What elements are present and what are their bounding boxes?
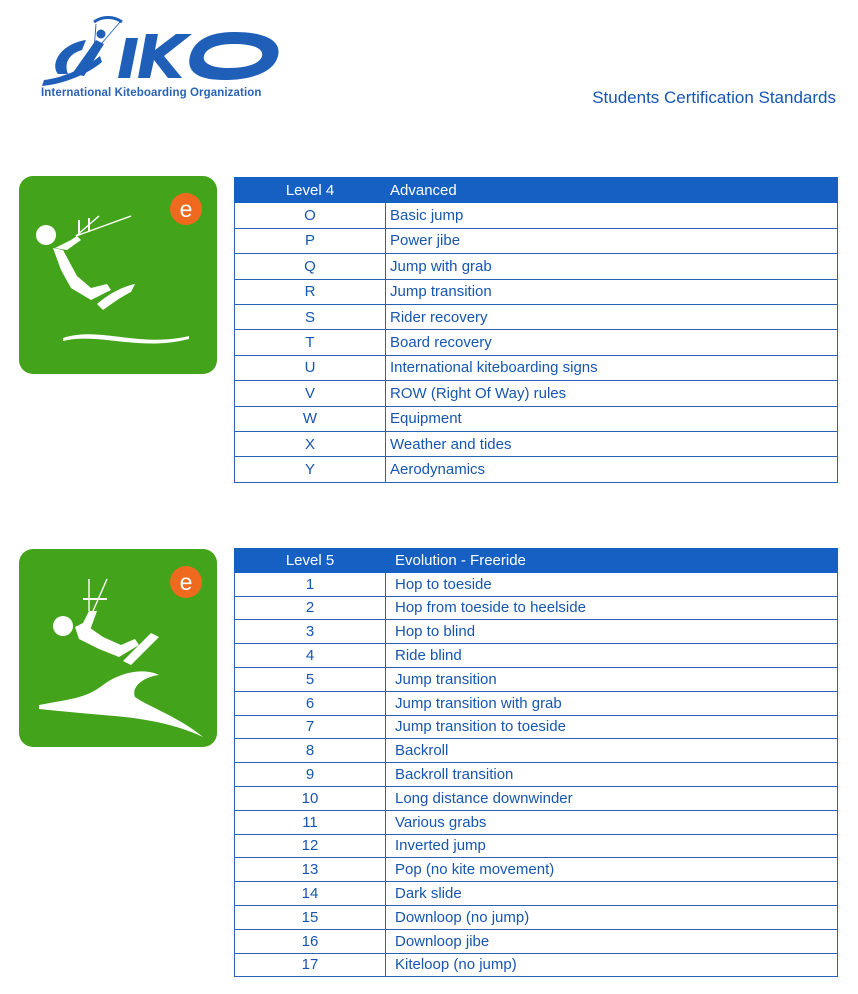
skill-name: Rider recovery <box>386 304 838 329</box>
skill-name: Backroll transition <box>386 763 838 787</box>
kiteboarder-jump-icon <box>19 176 217 374</box>
table-row <box>235 457 838 482</box>
skill-code: 10 <box>235 786 386 810</box>
skill-name: International kiteboarding signs <box>386 355 838 380</box>
skill-code: X <box>235 431 386 456</box>
skill-name: Hop to toeside <box>386 572 838 596</box>
level-title: Advanced <box>386 178 838 203</box>
table-row <box>235 953 838 977</box>
skill-name: Jump transition <box>386 279 838 304</box>
skill-code: W <box>235 406 386 431</box>
table-row <box>235 739 838 763</box>
skill-code: 13 <box>235 858 386 882</box>
skill-code: U <box>235 355 386 380</box>
kiteboarder-wave-icon <box>19 549 217 747</box>
skill-code: 11 <box>235 810 386 834</box>
table-row <box>235 596 838 620</box>
level5-badge: e <box>179 569 193 595</box>
level-title: Evolution - Freeride <box>386 549 838 573</box>
skill-name: Dark slide <box>386 882 838 906</box>
skill-code: 6 <box>235 691 386 715</box>
skill-name: Inverted jump <box>386 834 838 858</box>
table-row <box>235 905 838 929</box>
table-row <box>235 691 838 715</box>
table-row <box>235 810 838 834</box>
skill-name: Hop to blind <box>386 620 838 644</box>
table-row <box>235 279 838 304</box>
skill-name: Basic jump <box>386 203 838 228</box>
skill-name: Jump transition <box>386 667 838 691</box>
skill-code: 2 <box>235 596 386 620</box>
table-row <box>235 203 838 228</box>
skill-name: Aerodynamics <box>386 457 838 482</box>
skill-name: Kiteloop (no jump) <box>386 953 838 977</box>
skill-name: Downloop jibe <box>386 929 838 953</box>
skill-name: Equipment <box>386 406 838 431</box>
skill-code: 4 <box>235 644 386 668</box>
skill-code: Y <box>235 457 386 482</box>
skill-code: S <box>235 304 386 329</box>
table-row <box>235 304 838 329</box>
skill-code: 17 <box>235 953 386 977</box>
table-row <box>235 381 838 406</box>
table-row <box>235 929 838 953</box>
skill-name: Weather and tides <box>386 431 838 456</box>
organization-name: International Kiteboarding Organization <box>41 87 262 99</box>
table-row <box>235 330 838 355</box>
skill-name: Jump transition with grab <box>386 691 838 715</box>
level4-table <box>234 177 838 483</box>
skill-code: 1 <box>235 572 386 596</box>
table-row <box>235 254 838 279</box>
skill-code: 5 <box>235 667 386 691</box>
table-row <box>235 406 838 431</box>
level-label: Level 4 <box>235 178 386 203</box>
skill-name: Downloop (no jump) <box>386 905 838 929</box>
skill-code: V <box>235 381 386 406</box>
skill-code: 8 <box>235 739 386 763</box>
table-row <box>235 355 838 380</box>
table-row <box>235 572 838 596</box>
table-row <box>235 834 838 858</box>
skill-name: Hop from toeside to heelside <box>386 596 838 620</box>
skill-code: T <box>235 330 386 355</box>
skill-code: 9 <box>235 763 386 787</box>
skill-name: Board recovery <box>386 330 838 355</box>
page-title: Students Certification Standards <box>592 88 836 107</box>
table-row <box>235 431 838 456</box>
skill-code: 3 <box>235 620 386 644</box>
table-row <box>235 715 838 739</box>
skill-name: Backroll <box>386 739 838 763</box>
table-row <box>235 644 838 668</box>
table-row <box>235 228 838 253</box>
skill-code: 14 <box>235 882 386 906</box>
skill-code: 15 <box>235 905 386 929</box>
skill-name: Jump transition to toeside <box>386 715 838 739</box>
level5-table <box>234 548 838 977</box>
skill-name: Jump with grab <box>386 254 838 279</box>
skill-code: R <box>235 279 386 304</box>
skill-code: O <box>235 203 386 228</box>
skill-name: Long distance downwinder <box>386 786 838 810</box>
table-row <box>235 620 838 644</box>
skill-code: 12 <box>235 834 386 858</box>
skill-name: Ride blind <box>386 644 838 668</box>
table-row <box>235 882 838 906</box>
skill-name: Power jibe <box>386 228 838 253</box>
table-row <box>235 763 838 787</box>
skill-name: ROW (Right Of Way) rules <box>386 381 838 406</box>
skill-code: 7 <box>235 715 386 739</box>
skill-code: Q <box>235 254 386 279</box>
table-header-row <box>235 549 838 573</box>
table-header-row <box>235 178 838 203</box>
skill-name: Pop (no kite movement) <box>386 858 838 882</box>
level4-badge: e <box>179 196 193 222</box>
table-row <box>235 786 838 810</box>
skill-name: Various grabs <box>386 810 838 834</box>
skill-code: P <box>235 228 386 253</box>
skill-code: 16 <box>235 929 386 953</box>
table-row <box>235 858 838 882</box>
level-label: Level 5 <box>235 549 386 573</box>
table-row <box>235 667 838 691</box>
